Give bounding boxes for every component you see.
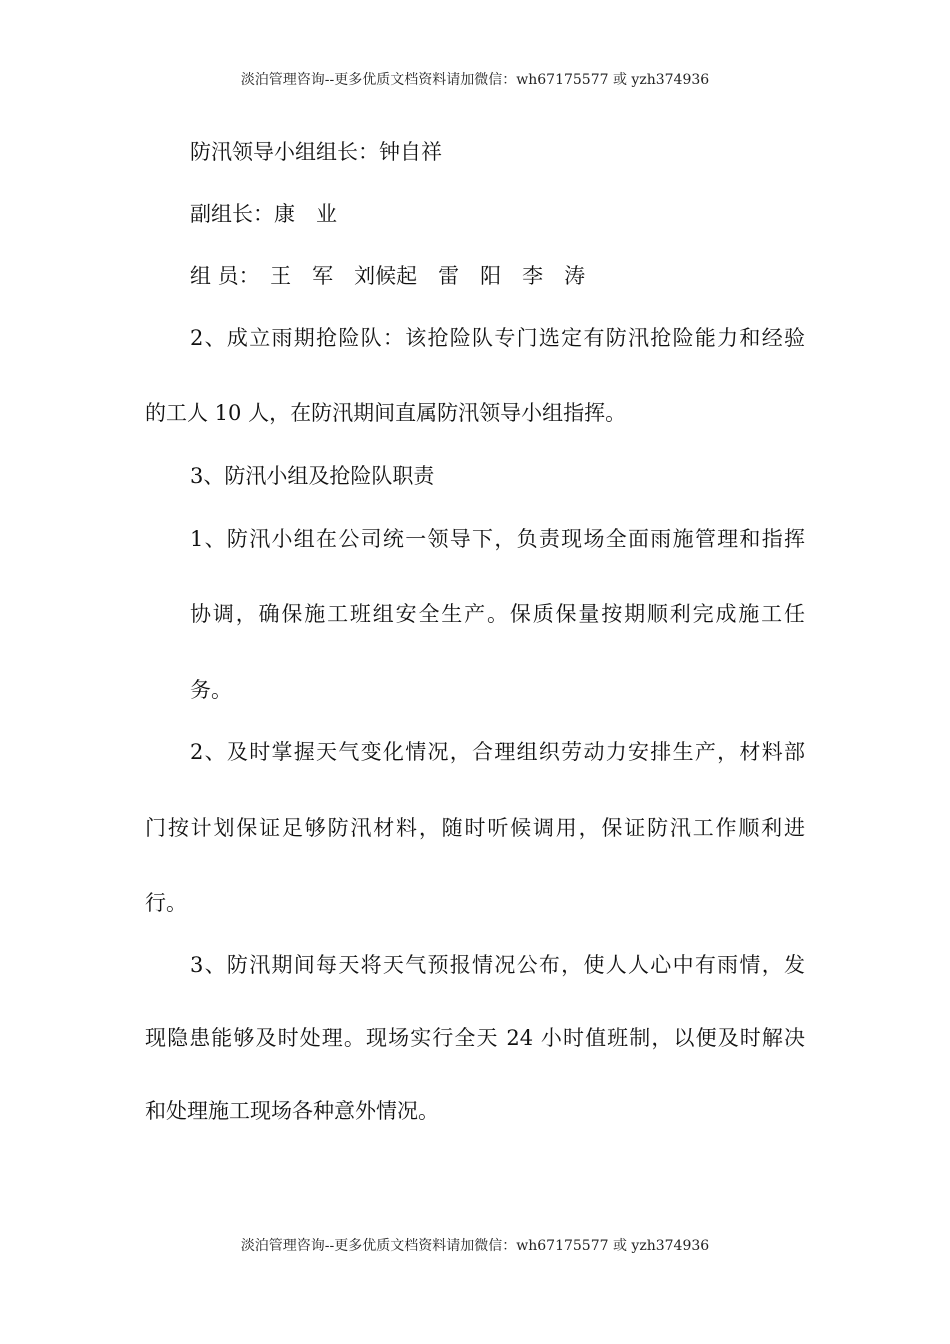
deputy-line: 副组长：康 业: [190, 202, 337, 226]
item-2-line-2: 门按计划保证足够防汛材料，随时听候调用，保证防汛工作顺利进: [145, 816, 805, 840]
item-2-line-3: 行。: [145, 891, 187, 915]
item-1-line-1: 1、防汛小组在公司统一领导下，负责现场全面雨施管理和指挥: [190, 527, 805, 551]
item-1-line-3: 务。: [190, 678, 232, 702]
paragraph-2-line-1: 2、成立雨期抢险队：该抢险队专门选定有防汛抢险能力和经验: [190, 326, 805, 350]
page-footer: 淡泊管理咨询--更多优质文档资料请加微信：wh67175577 或 yzh374936: [240, 1238, 710, 1254]
leader-line: 防汛领导小组组长：钟自祥: [190, 140, 442, 164]
item-1-line-2: 协调，确保施工班组安全生产。保质保量按期顺利完成施工任: [190, 602, 805, 626]
page-header: 淡泊管理咨询--更多优质文档资料请加微信：wh67175577 或 yzh374936: [240, 72, 710, 88]
paragraph-2-line-2: 的工人 10 人，在防汛期间直属防汛领导小组指挥。: [145, 401, 627, 425]
item-2-line-1: 2、及时掌握天气变化情况，合理组织劳动力安排生产，材料部: [190, 740, 805, 764]
item-3-line-2: 现隐患能够及时处理。现场实行全天 24 小时值班制，以便及时解决: [145, 1026, 805, 1050]
section-3-heading: 3、防汛小组及抢险队职责: [190, 464, 435, 488]
item-3-line-3: 和处理施工现场各种意外情况。: [145, 1099, 439, 1123]
members-line: 组 员： 王 军 刘候起 雷 阳 李 涛: [190, 264, 586, 288]
item-3-line-1: 3、防汛期间每天将天气预报情况公布，使人人心中有雨情，发: [190, 953, 805, 977]
